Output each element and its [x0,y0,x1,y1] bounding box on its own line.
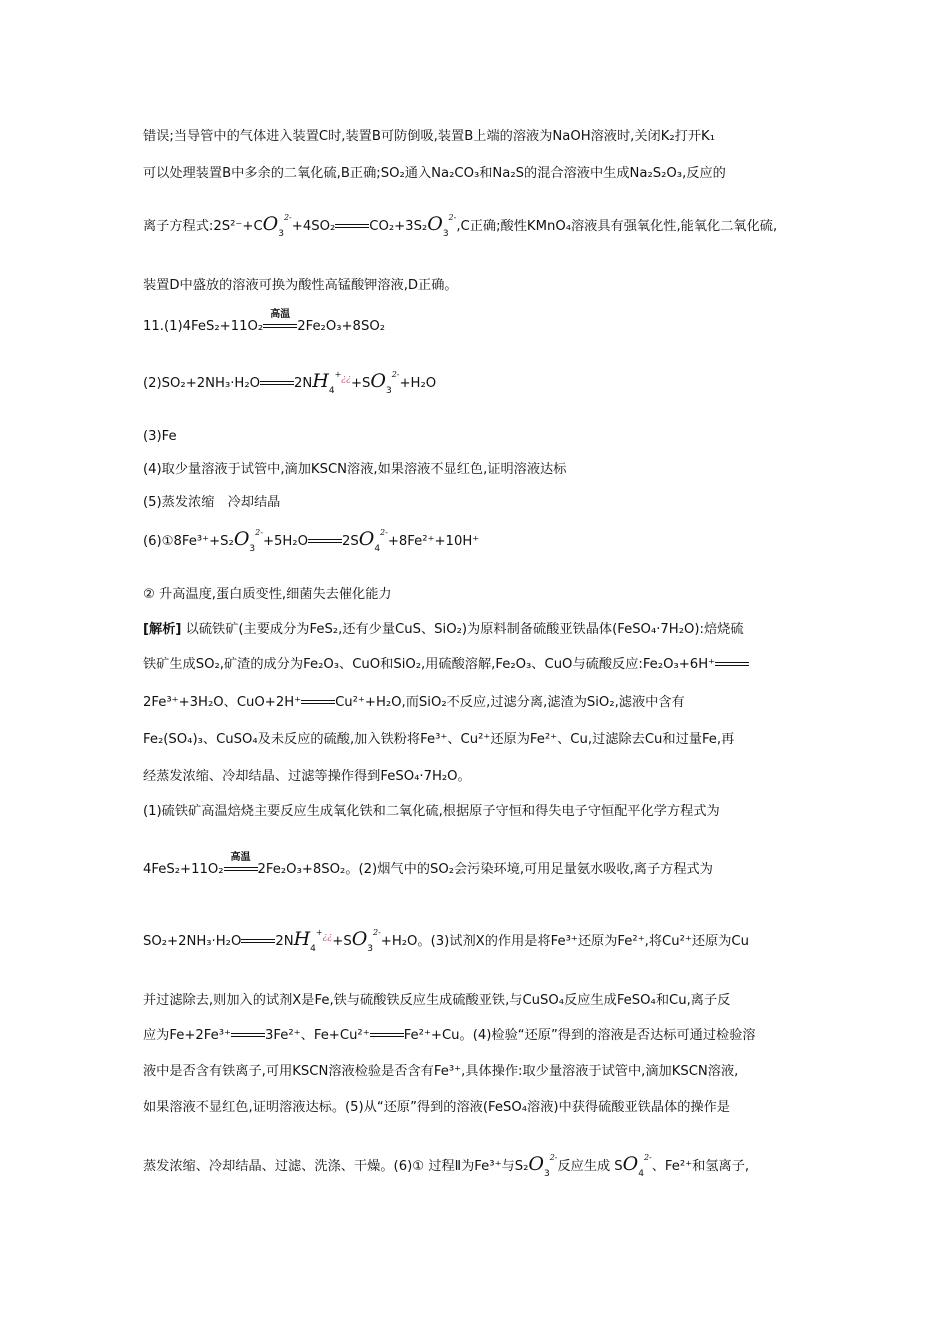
analysis-line: [解析] 以硫铁矿(主要成分为FeS₂,还有少量CuS、SiO₂)为原料制备硫酸亚铁晶体(FeSO₄·7H₂O):焙烧硫 [143,622,744,637]
answer-1: 11.(1)4FeS₂+11O₂ 高温 2Fe₂O₃+8SO₂ [143,309,385,334]
text-line: 装置D中盛放的溶液可换为酸性高锰酸钾溶液,D正确。 [143,278,458,293]
analysis-line: 2Fe³⁺+3H₂O、CuO+2H⁺ Cu²⁺+H₂O,而SiO₂不反应,过滤分离,滤渣为SiO₂,滤液中含有 [143,695,685,710]
analysis-line: 液中是否含有铁离子,可用KSCN溶液检验是否含有Fe³⁺,具体操作:取少量溶液于试管中,滴加KSCN溶液, [143,1064,739,1079]
analysis-line: SO₂+2NH₃·H₂O $2NH_4^{+¿¿}+SO_3^{2-}+H_2O$。(3)试剂X的作用是将Fe³⁺还原为Fe²⁺,将Cu²⁺还原为Cu [143,928,749,954]
equals-sign [335,221,369,231]
ion-sulfate-part: $O_4^{2-}$ [358,528,388,554]
answer-2: (2)SO₂+2NH₃·H₂O $2NH_4^{+¿¿}+SO_3^{2-}+H_2O$ [143,370,437,396]
text-line: 错误;当导管中的气体进入装置C时,装置B可防倒吸,装置B上端的溶液为NaOH溶液时,关闭K₂打开K₁ [143,129,715,144]
analysis-line: 并过滤除去,则加入的试剂X是Fe,铁与硫酸铁反应生成硫酸亚铁,与CuSO₄反应生成FeSO₄和Cu,离子反 [143,993,731,1008]
analysis-label: [解析] [143,622,182,637]
equals-sign [308,536,342,546]
answer-3: (3)Fe [143,429,177,444]
analysis-line: 蒸发浓缩、冷却结晶、过滤、洗涤、干燥。(6)① 过程Ⅱ为Fe³⁺与$S_2O_3^{2-}$反应生成 $SO_4^{2-}$、Fe²⁺和氢离子, [143,1153,750,1179]
text-line-equation: 离子方程式$:2S^{2-}+CO_3^{2-}+4SO_2$ $CO_2+3S_2O_3^{2-},C$正确;酸性KMnO₄溶液具有强氧化性,能氧化二氧化硫, [143,213,778,239]
answer-6: $(6)①8Fe^{3+}+S_2O_3^{2-}+5H_2O$ $2SO_4^{2-}+8Fe^{2+}+10H^+$ [143,528,480,554]
text-line: 可以处理装置B中多余的二氧化硫,B正确;SO₂通入Na₂CO₃和Na₂S的混合溶液中生成Na₂S₂O₃,反应的 [143,166,726,181]
answer-5: (5)蒸发浓缩 冷却结晶 [143,495,281,510]
equals-sign-condition: 高温 [263,321,297,331]
equals-sign [231,1030,265,1040]
analysis-line: (1)硫铁矿高温焙烧主要反应生成氧化铁和二氧化硫,根据原子守恒和得失电子守恒配平化学方程式为 [143,804,720,819]
equals-sign [241,936,275,946]
ion-thiosulfate-part: $O_3^{2-}$ [262,213,292,239]
analysis-line: 4FeS₂+11O₂ 高温 2Fe₂O₃+8SO₂。(2)烟气中的SO₂会污染环境,可用足量氨水吸收,离子方程式为 [143,852,713,877]
analysis-line: 应为Fe+2Fe³⁺ 3Fe²⁺、Fe+Cu²⁺ Fe²⁺+Cu。(4)检验“还原”得到的溶液是否达标可通过检验溶 [143,1028,756,1043]
equals-sign-condition: 高温 [224,864,258,874]
ion-thiosulfate-part: $O_3^{2-}$ [528,1153,558,1179]
analysis-line: 如果溶液不显红色,证明溶液达标。(5)从“还原”得到的溶液(FeSO₄溶液)中获得硫酸亚铁晶体的操作是 [143,1100,730,1115]
analysis-line: Fe₂(SO₄)₃、CuSO₄及未反应的硫酸,加入铁粉将Fe³⁺、Cu²⁺还原为Fe²⁺、Cu,过滤除去Cu和过量Fe,再 [143,732,735,747]
analysis-line: 铁矿生成SO₂,矿渣的成分为Fe₂O₃、CuO和SiO₂,用硫酸溶解,Fe₂O₃、CuO与硫酸反应:Fe₂O₃+6H⁺ [143,656,749,674]
ion-thiosulfate-part: $O_3^{2-}$ [233,528,263,554]
ion-sulfite-part: $O_3^{2-}$ [351,928,381,954]
equals-sign [301,697,335,707]
ion-sulfate-part: $O_4^{2-}$ [622,1153,652,1179]
ion-thiosulfate-part: $O_3^{2-}$ [427,213,457,239]
answer-6-2: ② 升高温度,蛋白质变性,细菌失去催化能力 [143,587,392,602]
ion-ammonium-part: $H_4^{+¿¿}$ [293,928,333,954]
equals-sign [260,378,294,388]
equals-sign [715,659,749,669]
answer-4: (4)取少量溶液于试管中,滴加KSCN溶液,如果溶液不显红色,证明溶液达标 [143,462,567,477]
analysis-line: 经蒸发浓缩、冷却结晶、过滤等操作得到FeSO₄·7H₂O。 [143,769,471,784]
ion-sulfite-part: $O_3^{2-}$ [370,370,400,396]
equals-sign [370,1030,404,1040]
ion-ammonium-part: $H_4^{+¿¿}$ [312,370,351,396]
